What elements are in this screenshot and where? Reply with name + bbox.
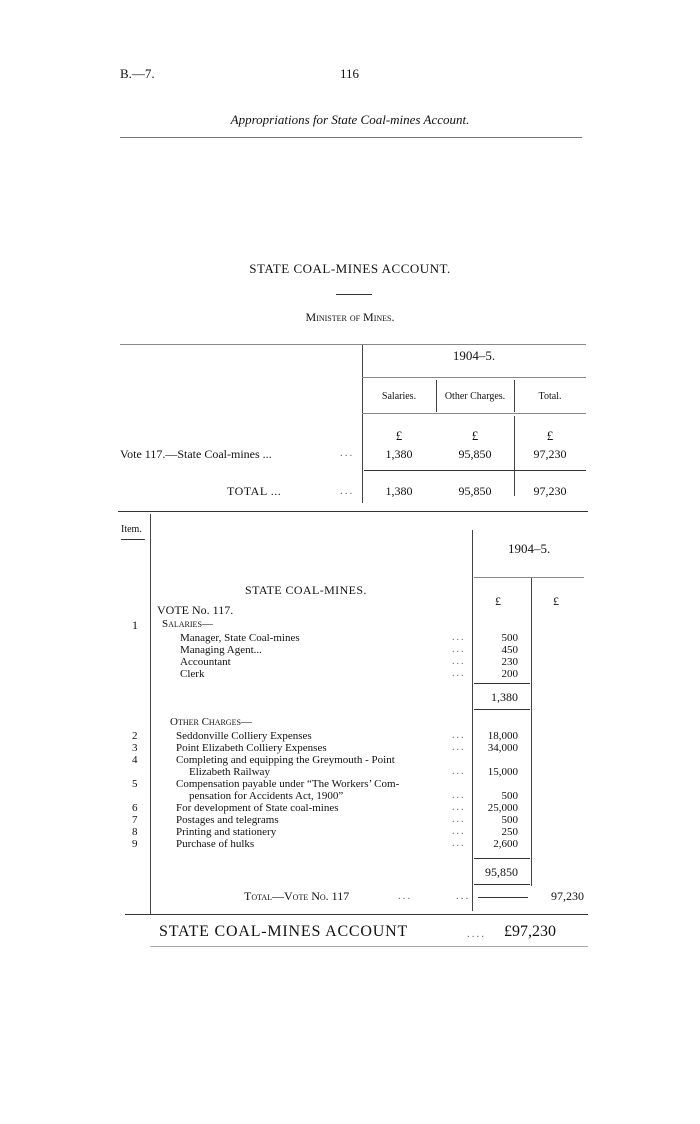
charge-item-number: 2	[132, 730, 138, 742]
vote-total-dots-2: ...	[456, 890, 471, 902]
salary-item-label: Manager, State Coal-mines	[180, 632, 300, 644]
leader-dots: ...	[452, 766, 466, 777]
total-upper-rule	[364, 470, 586, 471]
salaries-subtotal-underline	[474, 709, 530, 710]
vote-total-dots: ...	[398, 890, 413, 902]
detail-year-rule	[474, 577, 584, 578]
charge-item-amount: 500	[501, 790, 518, 802]
salaries-subtotal-rule	[474, 683, 530, 684]
other-charges-heading: Other Charges—	[170, 716, 252, 728]
title-divider	[336, 294, 372, 295]
salaries-heading: Salaries—	[162, 618, 213, 630]
charge-item-amount: 500	[501, 814, 518, 826]
currency-salaries: £	[395, 428, 403, 443]
salary-item-label: Accountant	[180, 656, 231, 668]
account-total-dots: ....	[467, 928, 486, 940]
charge-item-label: Point Elizabeth Colliery Expenses	[176, 742, 327, 754]
charge-item-number: 4	[132, 754, 138, 766]
detail-currency-subtotal: £	[495, 594, 501, 608]
salary-item-label: Managing Agent...	[180, 644, 262, 656]
item-column-header: Item.	[121, 524, 142, 535]
currency-other: £	[471, 428, 479, 443]
account-bottom-rule	[150, 946, 588, 947]
charge-item-number: 7	[132, 814, 138, 826]
leader-dots: ...	[452, 790, 466, 801]
charge-item-label: Seddonville Colliery Expenses	[176, 730, 312, 742]
charge-item-amount: 34,000	[487, 742, 518, 754]
salary-item-amount: 450	[501, 644, 518, 656]
charge-item-number: 9	[132, 838, 138, 850]
salaries-subtotal: 1,380	[491, 690, 518, 704]
total-row-other: 95,850	[458, 484, 492, 498]
vote-row-total: 97,230	[533, 447, 567, 461]
salary-item-amount: 500	[501, 632, 518, 644]
running-subtitle: Appropriations for State Coal-mines Account.	[230, 112, 470, 127]
vote-total-dash	[478, 897, 528, 898]
leader-dots: ...	[452, 826, 466, 837]
summary-title: STATE COAL-MINES ACCOUNT.	[249, 261, 451, 276]
item-header-underline	[121, 539, 145, 540]
vote-total-amount: 97,230	[551, 889, 584, 903]
leader-dots: ...	[452, 838, 466, 849]
leader-dots: ...	[452, 742, 466, 753]
charge-item-amount: 2,600	[493, 838, 518, 850]
col-other-header: Other Charges.	[444, 391, 506, 402]
total-row-label: TOTAL ...	[227, 484, 282, 498]
year-rule	[362, 377, 586, 378]
detail-heading: STATE COAL-MINES.	[245, 583, 367, 597]
charge-item-number: 6	[132, 802, 138, 814]
col-divider-2	[514, 380, 515, 412]
charge-item-label: Elizabeth Railway	[189, 766, 270, 778]
item-column-vrule	[150, 514, 151, 914]
leader-dots: ...	[452, 814, 466, 825]
charge-item-label: For development of State coal-mines	[176, 802, 339, 814]
col-total-header: Total.	[538, 391, 562, 402]
charge-item-label: Printing and stationery	[176, 826, 277, 838]
page-number: 116	[340, 66, 360, 81]
charge-item-amount: 15,000	[487, 766, 518, 778]
leader-dots: ...	[452, 632, 466, 643]
leader-dots: ...	[452, 802, 466, 813]
charge-item-label: Purchase of hulks	[176, 838, 255, 850]
account-total-amount: £97,230	[504, 923, 556, 940]
vote-total-label: Total—Vote No. 117	[244, 889, 350, 903]
other-subtotal-rule	[474, 858, 530, 859]
leader-dots: ...	[452, 730, 466, 741]
summary-left-vrule	[362, 345, 363, 503]
summary-year: 1904–5.	[452, 348, 496, 363]
vote-row-label: Vote 117.—State Coal-mines ...	[120, 447, 272, 461]
vote-row-other: 95,850	[458, 447, 492, 461]
detail-currency-total: £	[553, 594, 559, 608]
charge-item-amount: 25,000	[487, 802, 518, 814]
document-reference: B.—7.	[120, 66, 155, 81]
col-header-rule	[362, 413, 586, 414]
amount-left-vrule	[472, 530, 473, 911]
detail-bottom-rule	[125, 914, 588, 915]
vote-row-dots: ...	[340, 447, 355, 459]
other-subtotal: 95,850	[485, 865, 518, 879]
charge-item-label: Completing and equipping the Greymouth - Point	[176, 754, 395, 766]
charge-item-label: Compensation payable under “The Workers’ Com-	[176, 778, 400, 790]
total-row-total: 97,230	[533, 484, 567, 498]
charge-item-number: 8	[132, 826, 138, 838]
salary-item-label: Clerk	[180, 668, 205, 680]
summary-bottom-rule	[118, 511, 588, 512]
charge-item-amount: 18,000	[487, 730, 518, 742]
charge-item-label: pensation for Accidents Act, 1900”	[189, 790, 344, 802]
detail-year: 1904–5.	[508, 541, 551, 556]
vote-number: VOTE No. 117.	[157, 603, 234, 617]
charge-item-number: 3	[132, 742, 138, 754]
charge-item-label: Postages and telegrams	[176, 814, 279, 826]
salary-item-amount: 230	[501, 656, 518, 668]
col-salaries-header: Salaries.	[381, 391, 417, 402]
minister-heading: Minister of Mines.	[305, 310, 395, 324]
charge-item-amount: 250	[501, 826, 518, 838]
charge-item-number: 5	[132, 778, 138, 790]
other-subtotal-underline	[474, 884, 530, 885]
leader-dots: ...	[452, 644, 466, 655]
summary-top-rule	[120, 344, 586, 345]
leader-dots: ...	[452, 656, 466, 667]
currency-total: £	[546, 428, 554, 443]
salaries-item-number: 1	[132, 618, 138, 632]
salary-item-amount: 200	[501, 668, 518, 680]
vote-row-salaries: 1,380	[385, 447, 413, 461]
account-total-label: STATE COAL-MINES ACCOUNT	[159, 923, 409, 940]
col-divider-1	[436, 380, 437, 412]
total-row-dots: ...	[340, 485, 355, 497]
amount-inner-vrule	[531, 578, 532, 886]
leader-dots: ...	[452, 668, 466, 679]
total-row-salaries: 1,380	[385, 484, 413, 498]
header-rule	[120, 137, 582, 138]
